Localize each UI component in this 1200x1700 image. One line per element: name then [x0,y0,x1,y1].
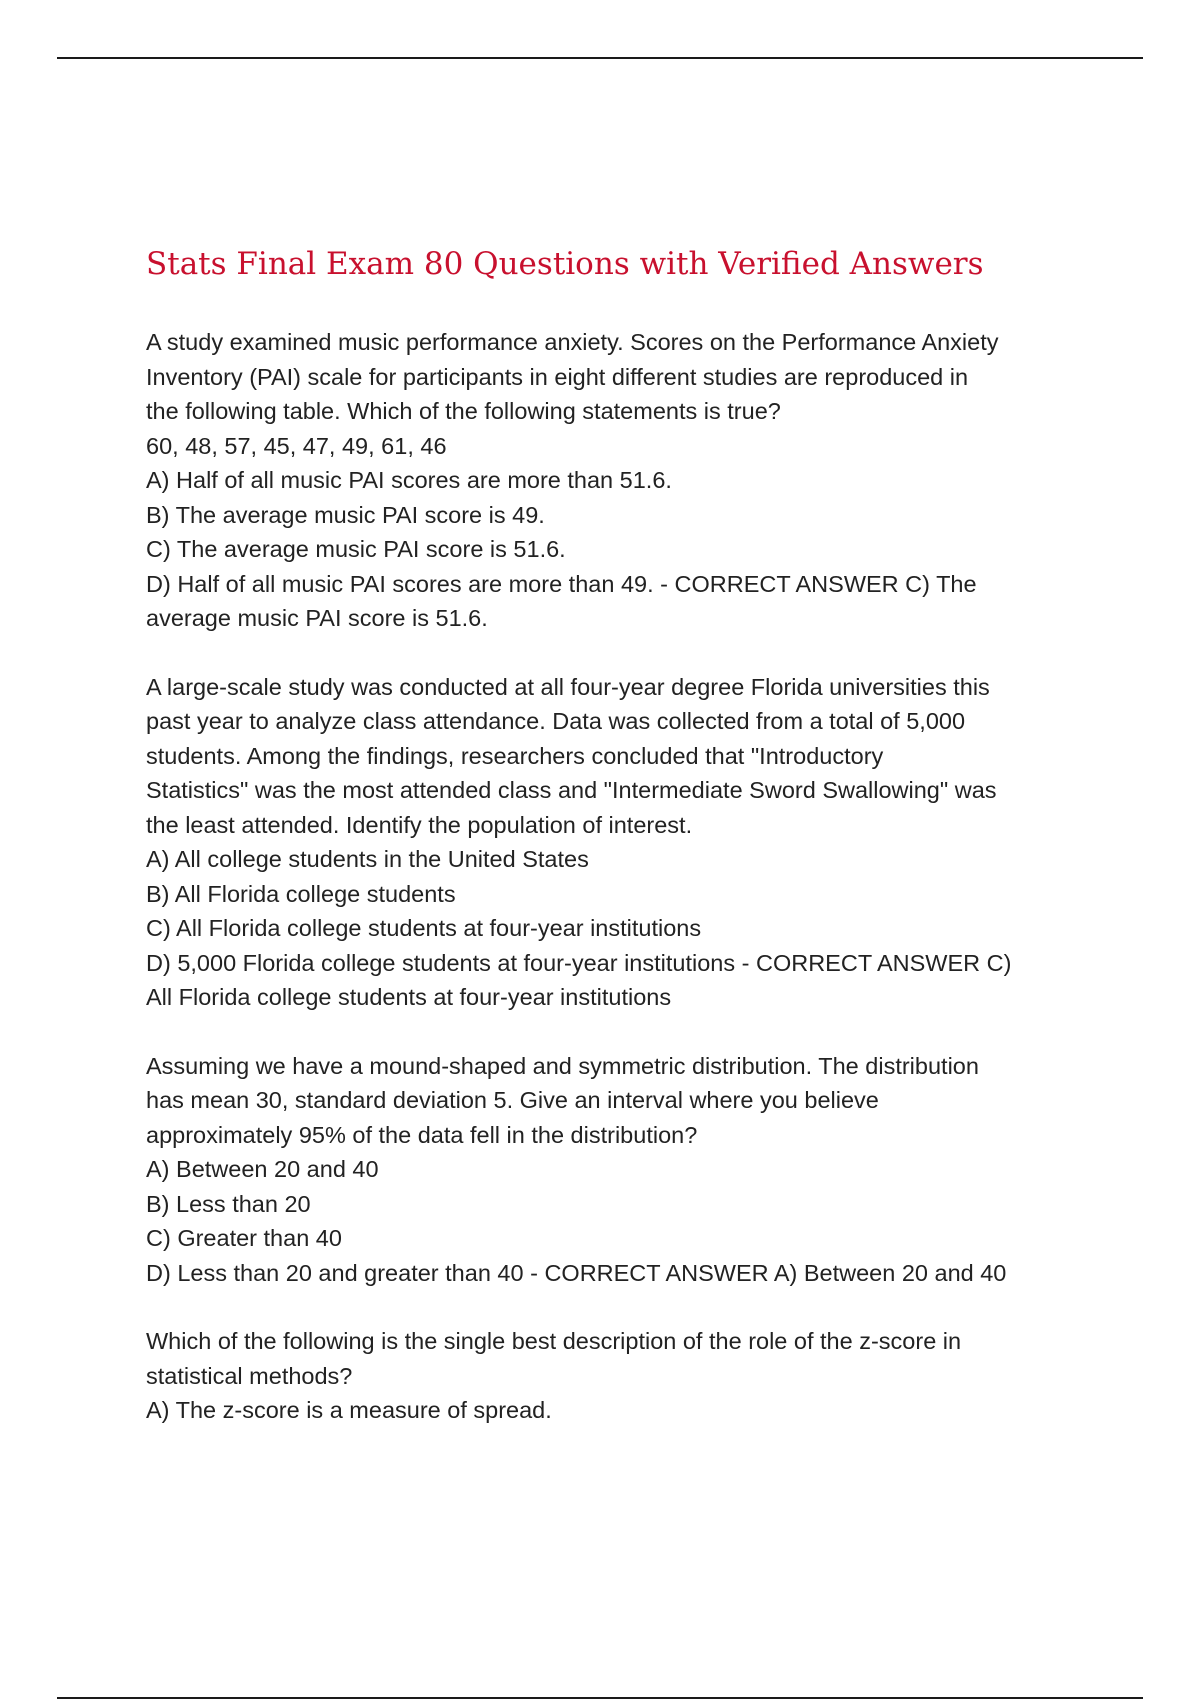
answer-option: C) The average music PAI score is 51.6. [146,536,566,563]
answer-option: C) Greater than 40 [146,1225,342,1252]
answer-option: A) The z-score is a measure of spread. [146,1397,552,1424]
question-line: Statistics" was the most attended class and "Intermediate Sword Swallowing" was [146,777,997,804]
answer-option: A) Half of all music PAI scores are more than 51.6. [146,467,672,494]
question-line: has mean 30, standard deviation 5. Give an interval where you believe [146,1087,879,1114]
question-line: A study examined music performance anxiety. Scores on the Performance Anxiety [146,329,999,356]
correct-answer: All Florida college students at four-year institutions [146,984,672,1011]
answer-option: D) Less than 20 and greater than 40 - CORRECT ANSWER A) Between 20 and 40 [146,1259,1007,1286]
question-block [146,670,1106,1015]
answer-option: C) All Florida college students at four-year institutions [146,915,702,942]
question-block [146,1049,1106,1291]
answer-option: B) All Florida college students [146,880,456,907]
question-line: statistical methods? [146,1362,353,1389]
correct-answer: average music PAI score is 51.6. [146,605,488,632]
bottom-rule [57,1697,1143,1699]
document-title: Stats Final Exam 80 Questions with Verified Answers [146,246,984,282]
question-block [146,1324,1106,1428]
question-line: Assuming we have a mound-shaped and symmetric distribution. The distribution [146,1052,979,1079]
question-line: Inventory (PAI) scale for participants in eight different studies are reproduced in [146,363,969,390]
answer-option: A) All college students in the United States [146,846,589,873]
question-line: A large-scale study was conducted at all four-year degree Florida universities this [146,673,990,700]
question-line: past year to analyze class attendance. Data was collected from a total of 5,000 [146,708,966,735]
question-data: 60, 48, 57, 45, 47, 49, 61, 46 [146,432,447,459]
question-block [146,325,1106,636]
top-rule [57,57,1143,59]
question-line: approximately 95% of the data fell in the distribution? [146,1121,698,1148]
answer-option: D) 5,000 Florida college students at four-year institutions - CORRECT ANSWER C) [146,949,1012,976]
question-line: the following table. Which of the following statements is true? [146,398,781,425]
question-line: Which of the following is the single best description of the role of the z-score in [146,1328,962,1355]
answer-option: D) Half of all music PAI scores are more than 49. - CORRECT ANSWER C) The [146,570,977,597]
answer-option: B) The average music PAI score is 49. [146,501,545,528]
answer-option: A) Between 20 and 40 [146,1156,379,1183]
question-line: the least attended. Identify the population of interest. [146,811,693,838]
question-line: students. Among the findings, researchers concluded that "Introductory [146,742,884,769]
document-body [146,246,1106,1462]
answer-option: B) Less than 20 [146,1190,311,1217]
